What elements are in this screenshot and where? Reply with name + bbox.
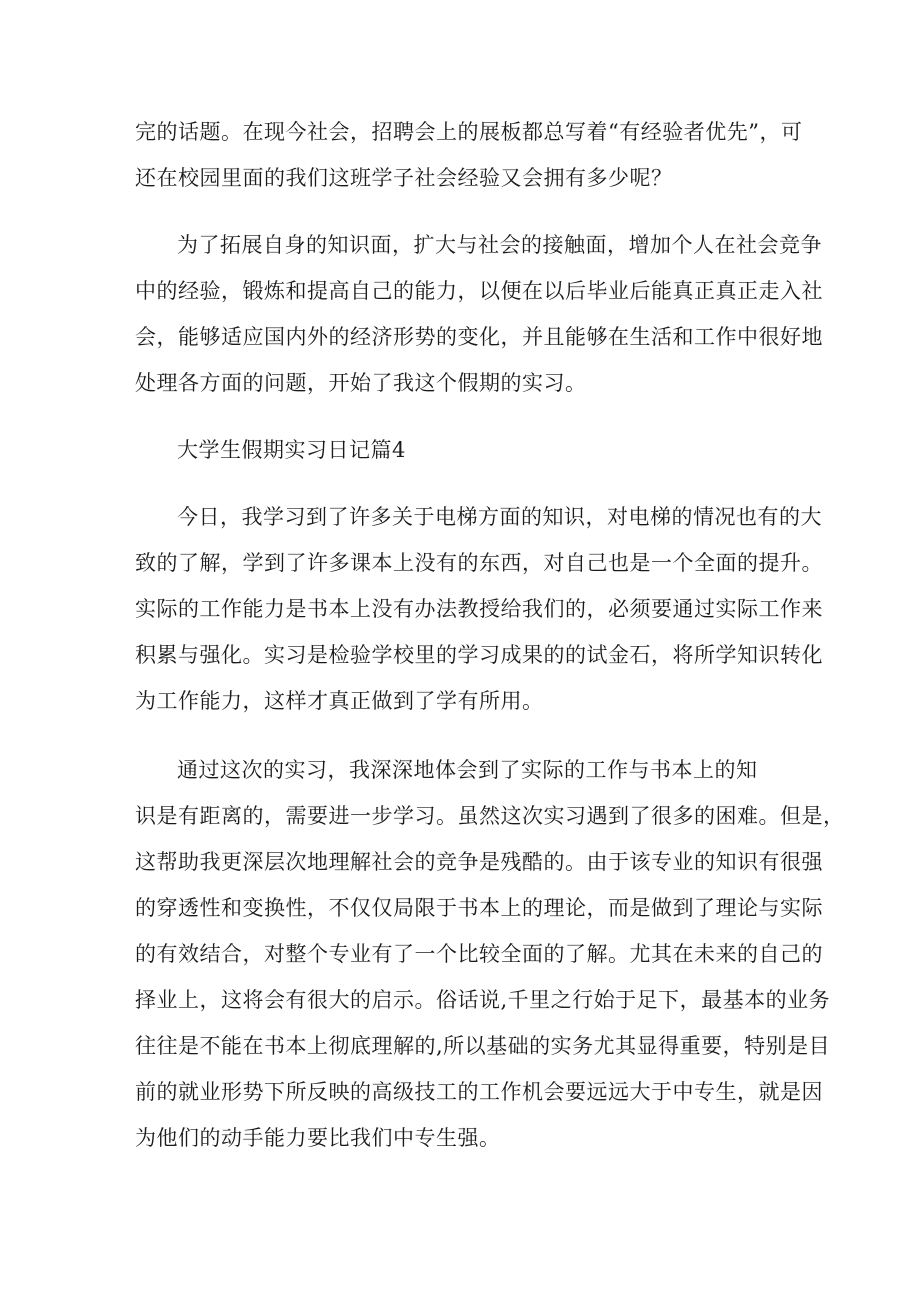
paragraph-1-line-2: 还在校园里面的我们这班学子社会经验又会拥有多少呢？ <box>135 166 673 190</box>
paragraph-4-line-9: 为他们的动手能力要比我们中专生强。 <box>135 1126 501 1150</box>
paragraph-4-line-4: 的穿透性和变换性，不仅仅局限于书本上的理论，而是做到了理论与实际 <box>135 896 823 920</box>
paragraph-2-line-2: 中的经验，锻炼和提高自己的能力，以便在以后毕业后能真正真正走入社 <box>135 279 823 303</box>
paragraph-2-line-1: 为了拓展自身的知识面，扩大与社会的接触面，增加个人在社会竞争 <box>177 233 822 257</box>
paragraph-4-line-5: 的有效结合，对整个专业有了一个比较全面的了解。尤其在未来的自己的 <box>135 942 823 966</box>
paragraph-3-line-2: 致的了解，学到了许多课本上没有的东西，对自己也是一个全面的提升。 <box>135 551 823 575</box>
paragraph-3-line-1: 今日，我学习到了许多关于电梯方面的知识，对电梯的情况也有的大 <box>177 505 822 529</box>
paragraph-4-line-6: 择业上，这将会有很大的启示。俗话说,千里之行始于足下，最基本的业务 <box>135 988 831 1012</box>
paragraph-4-line-7: 往往是不能在书本上彻底理解的,所以基础的实务尤其显得重要，特别是目 <box>135 1034 831 1058</box>
paragraph-4-line-3: 这帮助我更深层次地理解社会的竞争是残酷的。由于该专业的知识有很强 <box>135 850 823 874</box>
paragraph-3-line-4: 积累与强化。实习是检验学校里的学习成果的的试金石，将所学知识转化 <box>135 643 823 667</box>
paragraph-3-line-3: 实际的工作能力是书本上没有办法教授给我们的，必须要通过实际工作来 <box>135 597 823 621</box>
paragraph-4-line-2: 识是有距离的，需要进一步学习。虽然这次实习遇到了很多的困难。但是， <box>135 804 845 828</box>
paragraph-4-line-8: 前的就业形势下所反映的高级技工的工作机会要远远大于中专生，就是因 <box>135 1080 823 1104</box>
section-heading: 大学生假期实习日记篇4 <box>177 438 406 462</box>
paragraph-1-line-1: 完的话题。在现今社会，招聘会上的展板都总写着“有经验者优先”，可 <box>135 120 803 144</box>
paragraph-4-line-1: 通过这次的实习，我深深地体会到了实际的工作与书本上的知 <box>177 758 758 782</box>
paragraph-2-line-3: 会，能够适应国内外的经济形势的变化，并且能够在生活和工作中很好地 <box>135 325 823 349</box>
paragraph-3-line-5: 为工作能力，这样才真正做到了学有所用。 <box>135 689 544 713</box>
paragraph-2-line-4: 处理各方面的问题，开始了我这个假期的实习。 <box>135 371 587 395</box>
